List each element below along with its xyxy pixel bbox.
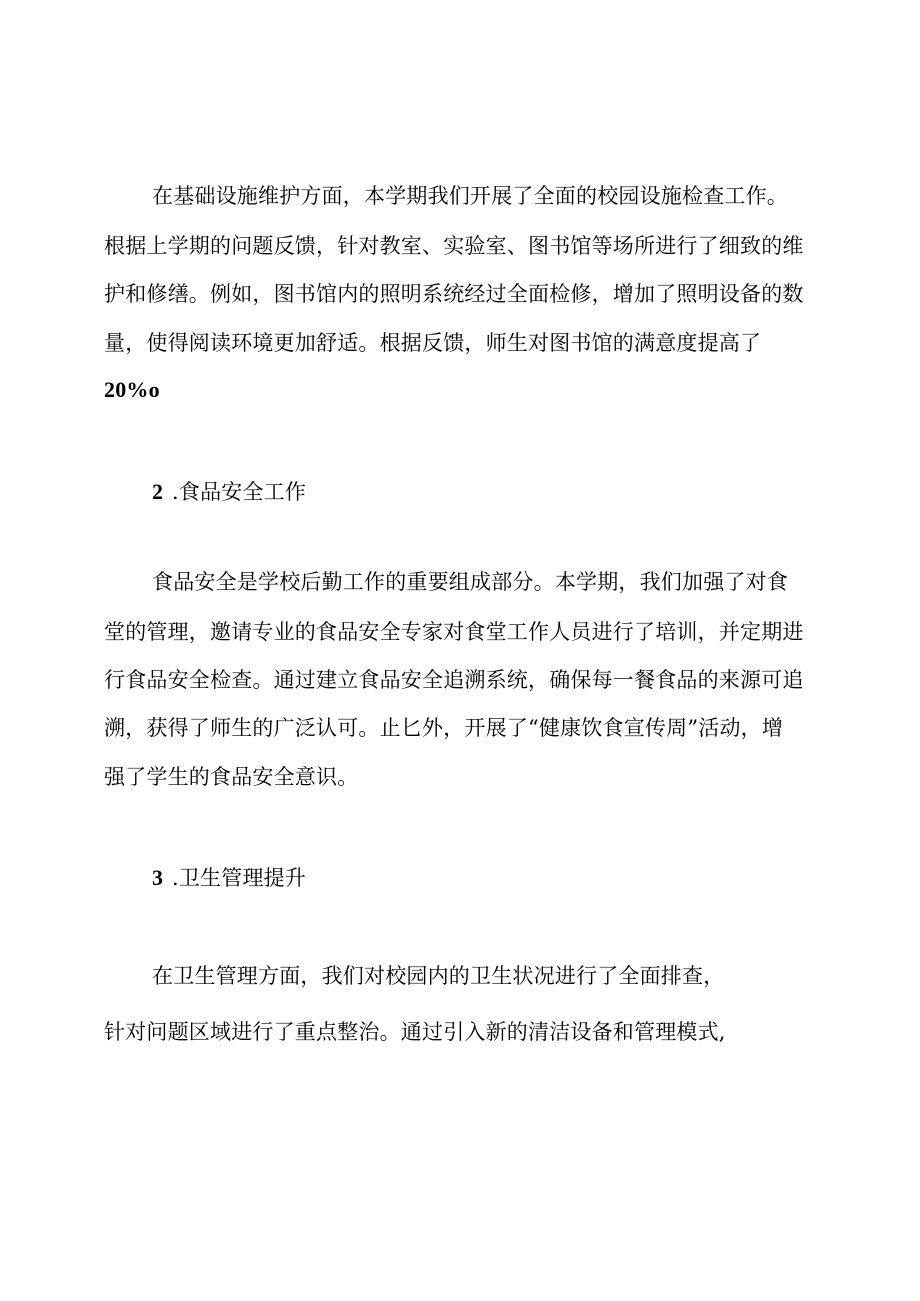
paragraph-line: 强了学生的食品安全意识。 [104, 765, 359, 789]
paragraph-line: 在基础设施维护方面，本学期我们开展了全面的校园设施检查工作。 [152, 184, 788, 208]
paragraph-line-percentage: 20%o [104, 377, 160, 402]
paragraph-line: 行食品安全检查。通过建立食品安全追溯系统，确保每一餐食品的来源可追 [104, 668, 804, 692]
paragraph-line: 量，使得阅读环境更加舒适。根据反馈，师生对图书馆的满意度提高了 [104, 331, 762, 355]
paragraph-line: 溯，获得了师生的广泛认可。止匕外，开展了“健康饮食宣传周”活动，增 [104, 716, 784, 740]
section-number: 3 [152, 865, 164, 890]
section-number: 2 [152, 479, 164, 504]
paragraph-line: 针对问题区域进行了重点整治。通过引入新的清洁设备和管理模式, [104, 1020, 726, 1044]
section-title: .食品安全工作 [172, 480, 307, 504]
section-title: .卫生管理提升 [172, 866, 307, 890]
paragraph-line: 护和修缮。例如，图书馆内的照明系统经过全面检修，增加了照明设备的数 [104, 282, 804, 306]
paragraph-line: 在卫生管理方面，我们对校园内的卫生状况进行了全面排查， [152, 964, 725, 988]
paragraph-line: 食品安全是学校后勤工作的重要组成部分。本学期，我们加强了对食 [152, 570, 788, 594]
paragraph-line: 堂的管理，邀请专业的食品安全专家对食堂工作人员进行了培训，并定期进 [104, 620, 804, 644]
paragraph-line: 根据上学期的问题反馈，针对教室、实验室、图书馆等场所进行了细致的维 [104, 234, 804, 258]
